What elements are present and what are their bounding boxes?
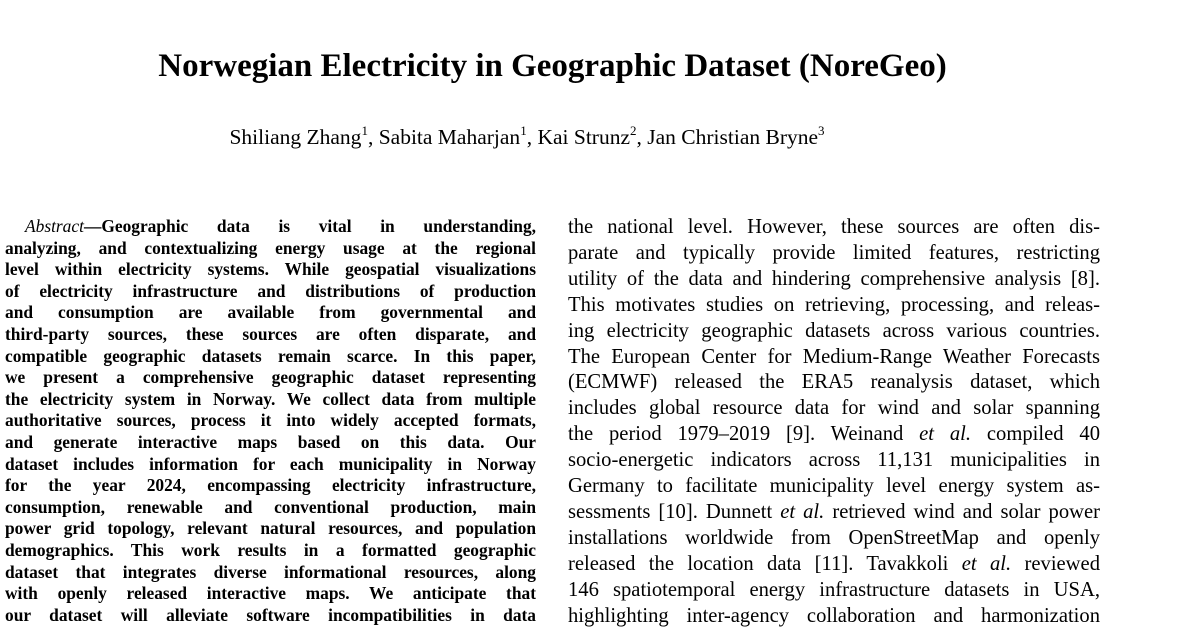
author-name: Kai Strunz (537, 125, 630, 149)
body-line (568, 370, 1100, 396)
citation-etal: et al. (919, 423, 972, 446)
abstract-line: and generate interactive maps based on this data. Our (5, 431, 536, 452)
body-line (568, 578, 1100, 604)
body-line (568, 215, 1100, 241)
body-text: installations worldwide from OpenStreetMap and openly (568, 526, 1100, 549)
abstract-line: analyzing, and contextualizing energy usage at the regional (5, 237, 536, 258)
body-line (568, 474, 1100, 500)
body-text: the national level. However, these sources are often dis- (568, 216, 1100, 238)
abstract-line: power grid topology, relevant natural resources, and population (5, 518, 536, 539)
abstract-line: for the year 2024, encompassing electricity infrastructure, (5, 475, 536, 496)
body-text: compiled 40 (971, 423, 1100, 446)
body-text: released the location data [11]. Tavakkoli (568, 552, 962, 575)
abstract-line: our dataset will alleviate software incompatibilities in data (5, 604, 536, 625)
body-line (568, 448, 1100, 474)
body-text: includes global resource data for wind and solar spanning (568, 397, 1100, 420)
body-text: utility of the data and hindering comprehensive analysis [8]. (568, 267, 1100, 290)
body-line (568, 241, 1100, 267)
abstract-line: the electricity system in Norway. We collect data from multiple (5, 388, 536, 409)
author-list: Shiliang Zhang$^1$, Sabita Maharjan$^1$, Kai Strunz$^2$, Jan Christian Bryne$^3$ (229, 122, 825, 149)
body-line (568, 396, 1100, 422)
author-affiliation: 3 (818, 122, 825, 138)
body-line (568, 319, 1100, 345)
body-line (568, 422, 1100, 448)
author-name: Sabita Maharjan (378, 125, 521, 149)
abstract-dash: — (83, 216, 102, 236)
author-name: Shiliang Zhang (229, 125, 362, 149)
body-text: sessments [10]. Dunnett (568, 500, 781, 523)
abstract-line (5, 216, 536, 238)
body-line (568, 552, 1100, 578)
citation-etal: et al. (780, 500, 825, 523)
body-text: (ECMWF) released the ERA5 reanalysis dataset, which (568, 371, 1100, 394)
author-name: Jan Christian Bryne (647, 125, 819, 149)
body-text: parate and typically provide limited features, restricting (568, 241, 1100, 264)
abstract (5, 216, 536, 626)
body-line (568, 604, 1100, 630)
abstract-line: compatible geographic datasets remain scarce. In this paper, (5, 345, 536, 366)
body-text: The European Center for Medium-Range Weather Forecasts (568, 345, 1100, 368)
body-line (568, 526, 1100, 552)
body-text: highlighting inter-agency collaboration and harmonization (568, 604, 1100, 627)
body-text: This motivates studies on retrieving, processing, and releas- (568, 293, 1100, 316)
body-line (568, 267, 1100, 293)
body-text: ing electricity geographic datasets across various countries. (568, 319, 1100, 342)
abstract-line: demographics. This work results in a formatted geographic (5, 539, 536, 560)
body-line (568, 293, 1100, 319)
abstract-first-text: Geographic data is vital in understanding, (101, 216, 536, 236)
body-text: retrieved wind and solar power (824, 500, 1101, 523)
paper-title: Norwegian Electricity in Geographic Dataset (NoreGeo) (158, 48, 947, 84)
body-text-right-column (568, 215, 1100, 630)
abstract-label: Abstract (25, 216, 84, 236)
abstract-line: dataset includes information for each municipality in Norway (5, 453, 536, 474)
abstract-line: with openly released interactive maps. We anticipate that (5, 583, 536, 604)
body-line (568, 345, 1100, 371)
abstract-line: of electricity infrastructure and distributions of production (5, 280, 536, 301)
abstract-line: third-party sources, these sources are often disparate, and (5, 323, 536, 344)
body-text: reviewed (1011, 552, 1100, 575)
abstract-line: level within electricity systems. While geospatial visualizations (5, 259, 536, 280)
author-affiliation: 1 (520, 122, 527, 138)
body-text: Germany to facilitate municipality level energy system as- (568, 475, 1100, 498)
abstract-line: authoritative sources, process it into widely accepted formats, (5, 410, 536, 431)
body-line (568, 500, 1100, 526)
body-text: 146 spatiotemporal energy infrastructure datasets in USA, (568, 578, 1100, 601)
citation-etal: et al. (961, 552, 1012, 575)
abstract-line: consumption, renewable and conventional production, main (5, 496, 536, 517)
author-affiliation: 1 (361, 122, 368, 138)
abstract-line: we present a comprehensive geographic dataset representing (5, 367, 536, 388)
author-affiliation: 2 (630, 122, 637, 138)
abstract-line: dataset that integrates diverse informational resources, along (5, 561, 536, 582)
abstract-line: and consumption are available from governmental and (5, 302, 536, 323)
body-text: socio-energetic indicators across 11,131 municipalities in (568, 449, 1100, 472)
body-text: the period 1979–2019 [9]. Weinand (568, 423, 920, 446)
